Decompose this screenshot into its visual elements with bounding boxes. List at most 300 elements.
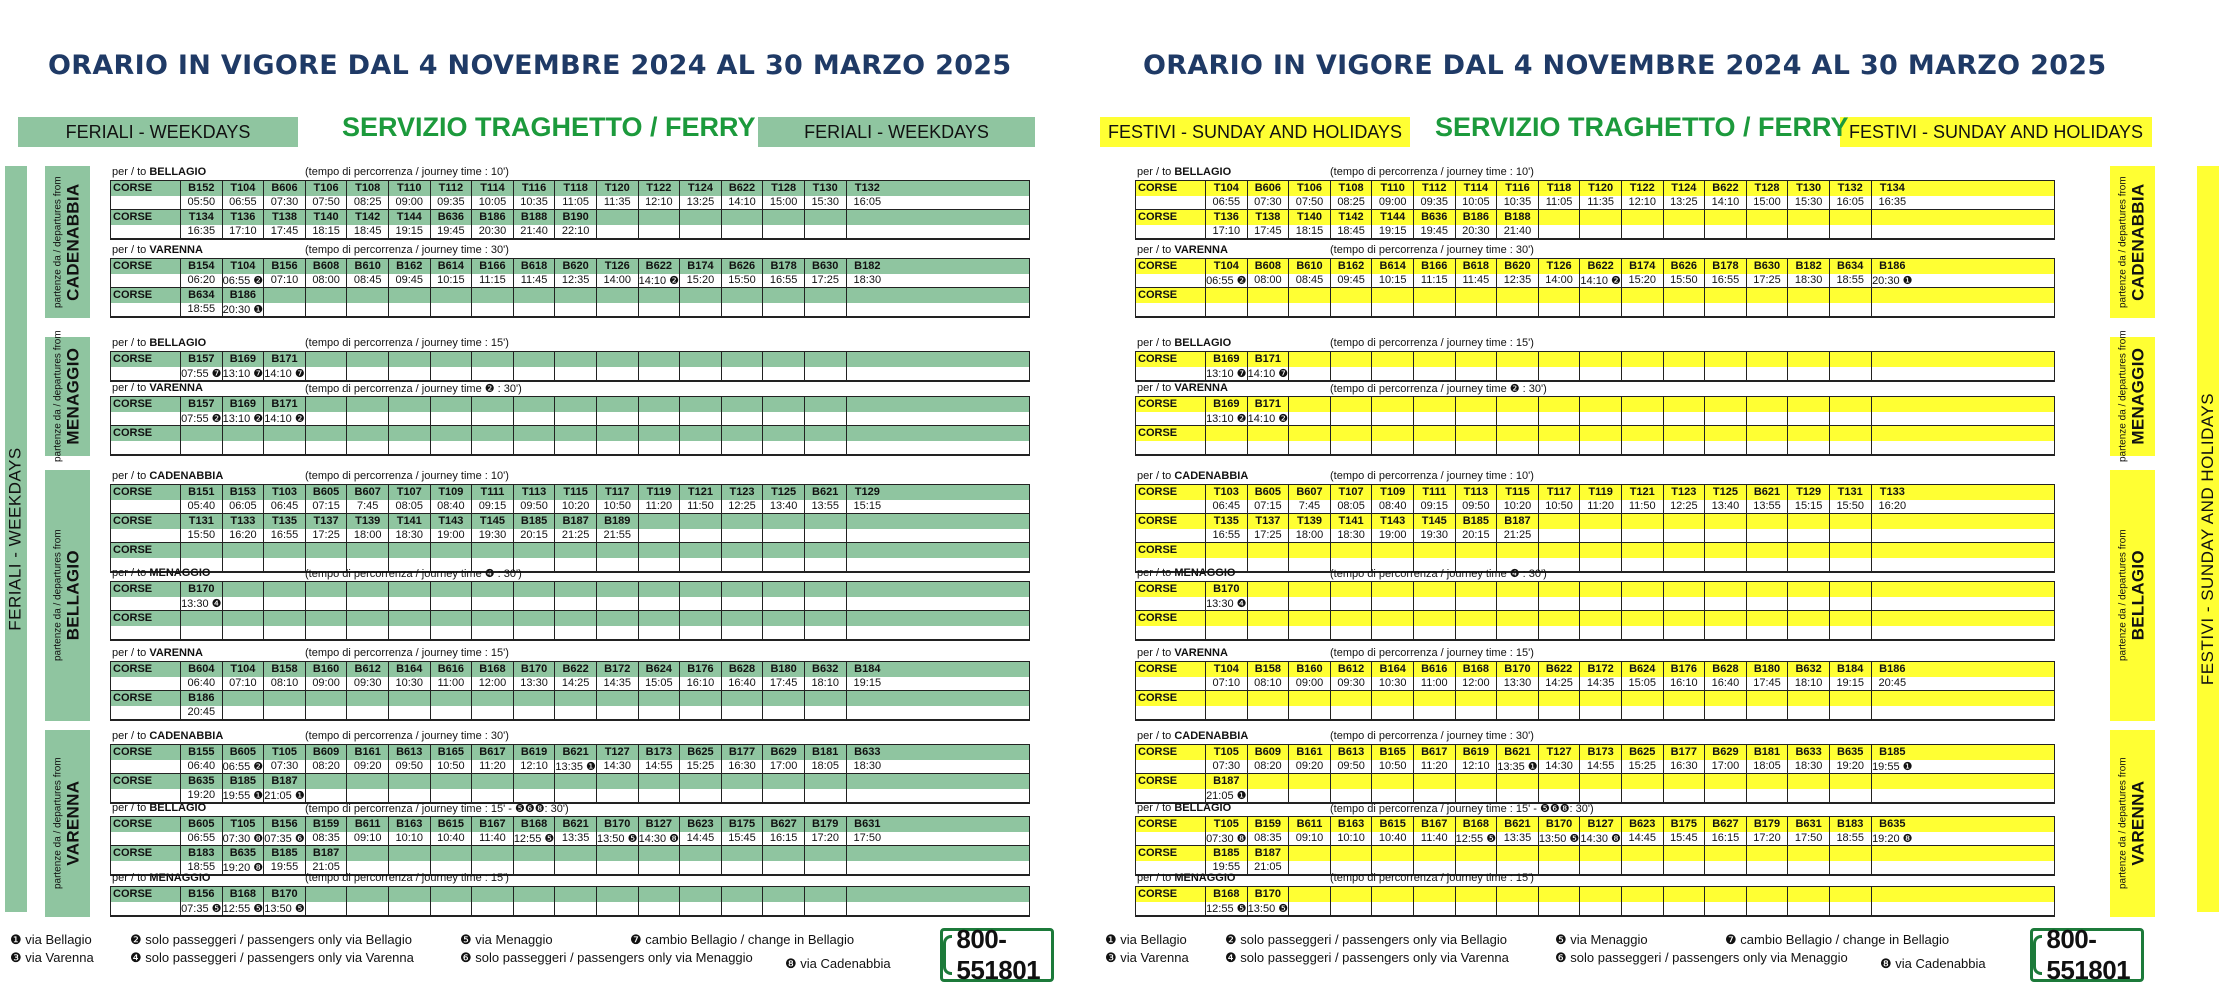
- departure-time-cell: [1331, 902, 1373, 916]
- departure-time-cell: [1331, 706, 1373, 720]
- departure-town-label: [2110, 730, 2155, 917]
- departure-time-cell: [1705, 412, 1747, 426]
- departure-time-cell: 10:30: [389, 677, 431, 691]
- run-code-cell: [389, 774, 431, 789]
- destination-line: [112, 647, 203, 659]
- departure-time-cell: [805, 706, 847, 720]
- run-code-cell: T133: [223, 514, 265, 529]
- run-code-cell: [1539, 611, 1581, 626]
- run-code-cell: [1414, 691, 1456, 706]
- run-code-cell: T106: [1289, 181, 1331, 196]
- per-to-text: per / to: [1137, 730, 1172, 742]
- run-code-cell: T139: [347, 514, 389, 529]
- departure-time-cell: [763, 225, 805, 239]
- departure-time-cell: 08:35: [306, 832, 348, 846]
- departure-time-cell: 06:20: [181, 274, 223, 288]
- timetable-grid: [1135, 581, 2055, 641]
- departure-time-cell: [1580, 789, 1622, 803]
- departure-time-cell: 16:55: [264, 529, 306, 543]
- departure-time-cell: [1830, 303, 1872, 317]
- run-code-cell: [1248, 543, 1290, 558]
- corse-label: CORSE: [1136, 397, 1206, 412]
- run-code-cell: T134: [1879, 182, 1905, 195]
- corse-label: [111, 677, 181, 691]
- run-code-cell: [1539, 774, 1581, 789]
- run-code-cell: [181, 611, 223, 626]
- page-title: ORARIO IN VIGORE DAL 4 NOVEMBRE 2024 AL 30 MARZO 2025: [1143, 50, 2107, 81]
- destination-name: VARENNA: [1174, 244, 1228, 256]
- departure-town: VARENNA: [62, 781, 82, 866]
- run-code-cell: [847, 514, 889, 529]
- destination-line: [1137, 337, 1231, 349]
- departure-time-cell: 18:05: [1747, 760, 1789, 774]
- per-to-text: per / to: [112, 470, 147, 482]
- departure-time-cell: 10:50: [431, 760, 473, 774]
- run-code-cell: T143: [431, 514, 473, 529]
- departure-time-cell: [847, 861, 889, 875]
- run-code-cell: B152: [181, 181, 223, 196]
- departure-time-cell: 15:00: [763, 196, 805, 210]
- run-code-cell: T144: [389, 210, 431, 225]
- departure-time-cell: 12:35: [555, 274, 597, 288]
- table-row: [111, 832, 1029, 847]
- run-code-cell: [1622, 774, 1664, 789]
- run-code-cell: B161: [1289, 745, 1331, 760]
- run-code-cell: T124: [1664, 181, 1706, 196]
- corse-label: [1136, 196, 1206, 210]
- run-code-cell: [347, 774, 389, 789]
- run-code-cell: [347, 352, 389, 367]
- departure-time-cell: [680, 558, 722, 572]
- run-code-cell: B630: [805, 259, 847, 274]
- run-code-cell: [1497, 397, 1539, 412]
- departure-time-cell: [555, 626, 597, 640]
- departure-time-cell: [805, 529, 847, 543]
- run-code-cell: T119: [639, 485, 681, 500]
- run-code-cell: B607: [1289, 485, 1331, 500]
- run-code-cell: B631: [1788, 817, 1830, 832]
- departure-time-cell: 11:50: [1622, 500, 1664, 514]
- departure-time-cell: [847, 706, 889, 720]
- departure-time-cell: [1580, 626, 1622, 640]
- run-code-cell: [722, 543, 764, 558]
- departure-time-cell: [1830, 861, 1872, 875]
- departure-time-cell: [847, 225, 889, 239]
- run-code-cell: [347, 887, 389, 902]
- departure-time-cell: [1747, 597, 1789, 611]
- departure-time-cell: [306, 412, 348, 426]
- departure-time-cell: 10:15: [431, 274, 473, 288]
- departure-time-cell: [597, 558, 639, 572]
- run-code-cell: T132: [1830, 181, 1872, 196]
- run-code-cell: [306, 543, 348, 558]
- departure-time-cell: 08:40: [431, 500, 473, 514]
- table-row: [111, 662, 1029, 677]
- run-code-cell: B174: [680, 259, 722, 274]
- run-code-cell: B168: [472, 662, 514, 677]
- departure-label-inner: [53, 331, 81, 463]
- corse-label: [111, 529, 181, 543]
- legend-symbol: ❼: [630, 932, 646, 947]
- run-code-cell: [472, 352, 514, 367]
- run-code-cell: [1705, 397, 1747, 412]
- run-code-cell: [722, 426, 764, 441]
- legend-item: [1725, 932, 1949, 948]
- departure-time-cell: [1705, 861, 1747, 875]
- departure-time-cell: [680, 597, 722, 611]
- run-code-cell: [1872, 543, 1914, 558]
- departure-time-cell: [1414, 412, 1456, 426]
- departure-time-cell: 08:05: [389, 500, 431, 514]
- timetable-grid: [110, 258, 1030, 318]
- departure-time-cell: 13:30: [1497, 677, 1539, 691]
- run-code-cell: [1788, 543, 1830, 558]
- departure-time-cell: 16:15: [1705, 832, 1747, 846]
- run-code-cell: [1580, 887, 1622, 902]
- table-row: [1136, 367, 2054, 382]
- schedule-type-label: FERIALI - WEEKDAYS: [18, 117, 298, 147]
- run-code-cell: [1372, 887, 1414, 902]
- departure-time-cell: [639, 706, 681, 720]
- run-code-cell: B170: [597, 817, 639, 832]
- departure-time-cell: [1788, 706, 1830, 720]
- run-code-cell: [763, 887, 805, 902]
- legend-symbol: ❸: [1105, 950, 1121, 965]
- table-row: [111, 514, 1029, 529]
- run-code-cell: B165: [1372, 745, 1414, 760]
- run-code-cell: [431, 426, 473, 441]
- run-code-cell: B636: [1414, 210, 1456, 225]
- run-code-cell: T105: [264, 745, 306, 760]
- departure-time-cell: [639, 303, 681, 317]
- table-row: [1136, 397, 2054, 412]
- run-code-cell: [431, 288, 473, 303]
- run-code-cell: [431, 691, 473, 706]
- departure-time-cell: 13:50 ❺: [264, 902, 305, 915]
- destination-line: [112, 166, 206, 178]
- run-code-cell: [680, 582, 722, 597]
- departure-time-cell: [1705, 789, 1747, 803]
- legend-symbol: ❸: [10, 950, 26, 965]
- run-code-cell: [680, 397, 722, 412]
- run-code-cell: B153: [223, 485, 265, 500]
- departure-time-cell: [555, 789, 597, 803]
- departure-time-cell: 10:50: [1539, 500, 1581, 514]
- run-code-cell: [1580, 774, 1622, 789]
- departure-time-cell: 15:45: [1664, 832, 1706, 846]
- departure-town-label: [45, 470, 90, 721]
- run-code-cell: [763, 426, 805, 441]
- table-row: [1136, 529, 2054, 544]
- departure-time-cell: [639, 902, 681, 916]
- timetable-grid: [110, 484, 1030, 573]
- departure-time-cell: [847, 412, 889, 426]
- departure-time-cell: 08:25: [347, 196, 389, 210]
- departure-time-cell: 08:05: [1331, 500, 1373, 514]
- run-code-cell: T140: [1289, 210, 1331, 225]
- run-code-cell: [306, 887, 348, 902]
- run-code-cell: B185: [1206, 846, 1248, 861]
- departure-time-cell: [1580, 558, 1622, 572]
- run-code-cell: [1580, 288, 1622, 303]
- departure-time-cell: 14:00: [597, 274, 639, 288]
- departure-time-cell: 13:30 ❹: [181, 597, 222, 610]
- departure-time-cell: [1456, 902, 1498, 916]
- departure-time-cell: [722, 597, 764, 611]
- run-code-cell: B172: [597, 662, 639, 677]
- corse-label: CORSE: [1136, 485, 1206, 500]
- run-code-cell: [639, 691, 681, 706]
- run-code-cell: [514, 582, 556, 597]
- run-code-cell: [223, 611, 265, 626]
- table-row: [111, 846, 1029, 861]
- departure-time-cell: [1539, 789, 1581, 803]
- run-code-cell: T104: [223, 181, 265, 196]
- departure-time-cell: [347, 597, 389, 611]
- run-code-cell: T104: [223, 259, 265, 274]
- departure-time-cell: 15:50: [1664, 274, 1706, 288]
- run-code-cell: T145: [1414, 514, 1456, 529]
- departure-time-cell: [1289, 441, 1331, 455]
- departure-time-cell: 14:25: [555, 677, 597, 691]
- departure-time-cell: [1830, 225, 1872, 239]
- departure-town-label: [2110, 330, 2155, 463]
- run-code-cell: [514, 352, 556, 367]
- run-code-cell: B621: [1497, 745, 1539, 760]
- corse-label: [1136, 225, 1206, 239]
- journey-time: (tempo di percorrenza / journey time : 15'): [305, 647, 509, 659]
- departure-time-cell: [431, 367, 473, 381]
- run-code-cell: T131: [1830, 485, 1872, 500]
- corse-label: CORSE: [1136, 210, 1206, 225]
- corse-label: CORSE: [1136, 352, 1206, 367]
- departure-town: CADENABBIA: [2127, 183, 2147, 301]
- table-row: [111, 210, 1029, 225]
- departure-time-cell: [347, 367, 389, 381]
- run-code-cell: B632: [1788, 662, 1830, 677]
- run-code-cell: B170: [1206, 582, 1248, 597]
- run-code-cell: B179: [805, 817, 847, 832]
- run-code-cell: [555, 543, 597, 558]
- run-code-cell: [1497, 543, 1539, 558]
- run-code-cell: T108: [1331, 181, 1373, 196]
- departure-time-cell: [347, 902, 389, 916]
- departure-time-cell: [1664, 706, 1706, 720]
- corse-label: CORSE: [111, 691, 181, 706]
- destination-line: [1137, 382, 1228, 394]
- run-code-cell: B168: [223, 887, 265, 902]
- table-row: [1136, 500, 2054, 515]
- run-code-cell: B628: [722, 662, 764, 677]
- run-code-cell: [1705, 543, 1747, 558]
- run-code-cell: [639, 611, 681, 626]
- departure-time-cell: 16:05: [1830, 196, 1872, 210]
- destination-line: [1137, 470, 1248, 482]
- departure-time-cell: [763, 597, 805, 611]
- run-code-cell: [1456, 426, 1498, 441]
- run-code-cell: [555, 887, 597, 902]
- run-code-cell: B187: [555, 514, 597, 529]
- departure-time-cell: 14:45: [1622, 832, 1664, 846]
- run-code-cell: [680, 426, 722, 441]
- run-code-cell: [555, 774, 597, 789]
- corse-label: [111, 367, 181, 381]
- run-code-cell: B186: [181, 691, 223, 706]
- ferry-service-title: SERVIZIO TRAGHETTO / FERRY: [342, 112, 756, 142]
- table-row: [1136, 691, 2054, 706]
- departure-town: MENAGGIO: [62, 348, 82, 445]
- run-code-cell: [805, 543, 847, 558]
- corse-label: CORSE: [1136, 514, 1206, 529]
- departure-time-cell: [306, 367, 348, 381]
- table-row: [111, 485, 1029, 500]
- departure-time-cell: [1456, 597, 1498, 611]
- departure-time-cell: 17:10: [223, 225, 265, 239]
- run-code-cell: B631: [854, 818, 881, 831]
- departure-time-cell: 07:50: [306, 196, 348, 210]
- run-code-cell: [1830, 288, 1872, 303]
- legend-item: [10, 950, 94, 966]
- legend-text: via Menaggio: [475, 932, 553, 947]
- corse-label: [111, 500, 181, 514]
- departure-time-cell: [1747, 441, 1789, 455]
- departure-time-cell: 07:10: [1206, 677, 1248, 691]
- run-code-cell: [639, 352, 681, 367]
- per-to-text: per / to: [112, 337, 147, 349]
- run-code-cell: [1747, 352, 1789, 367]
- corse-label: [1136, 789, 1206, 803]
- run-code-cell: [1872, 582, 1914, 597]
- departure-time-cell: 09:30: [347, 677, 389, 691]
- departure-time-cell: [1747, 902, 1789, 916]
- departure-time-cell: [1539, 441, 1581, 455]
- departure-time-cell: [680, 367, 722, 381]
- run-code-cell: T110: [1372, 181, 1414, 196]
- table-row: [1136, 817, 2054, 832]
- run-code-cell: [1705, 514, 1747, 529]
- run-code-cell: B609: [306, 745, 348, 760]
- departure-time-cell: [805, 367, 847, 381]
- run-code-cell: B165: [431, 745, 473, 760]
- departure-time-cell: [1497, 626, 1539, 640]
- run-code-cell: [1664, 582, 1706, 597]
- run-code-cell: [722, 846, 764, 861]
- departure-time-cell: [847, 303, 889, 317]
- departure-time-cell: 18:00: [347, 529, 389, 543]
- run-code-cell: [306, 288, 348, 303]
- departure-time-cell: 20:30 ❶: [1872, 274, 1913, 287]
- run-code-cell: [639, 288, 681, 303]
- departure-time-cell: [1497, 303, 1539, 317]
- run-code-cell: [1414, 426, 1456, 441]
- run-code-cell: B636: [431, 210, 473, 225]
- run-code-cell: B605: [1248, 485, 1290, 500]
- table-row: [111, 745, 1029, 760]
- departure-label-inner: [2118, 530, 2146, 662]
- departure-time-cell: 19:15: [1830, 677, 1872, 691]
- departure-time-cell: 18:55: [1830, 274, 1872, 288]
- departure-time-cell: [472, 412, 514, 426]
- table-row: [1136, 887, 2054, 902]
- corse-label: [111, 760, 181, 774]
- run-code-cell: [805, 397, 847, 412]
- departure-time-cell: [1622, 441, 1664, 455]
- departure-time-cell: 16:30: [722, 760, 764, 774]
- run-code-cell: [639, 426, 681, 441]
- run-code-cell: [1830, 691, 1872, 706]
- run-code-cell: [722, 691, 764, 706]
- corse-label: CORSE: [111, 259, 181, 274]
- run-code-cell: T118: [555, 181, 597, 196]
- departure-time-cell: 20:30: [1456, 225, 1498, 239]
- run-code-cell: [763, 582, 805, 597]
- run-code-cell: [1872, 887, 1914, 902]
- departure-time-cell: 17:45: [1747, 677, 1789, 691]
- corse-label: CORSE: [1136, 846, 1206, 861]
- run-code-cell: B161: [347, 745, 389, 760]
- departure-time-cell: 10:35: [514, 196, 556, 210]
- corse-label: [111, 303, 181, 317]
- timetable-grid: [110, 396, 1030, 456]
- run-code-cell: [1747, 288, 1789, 303]
- departure-time-cell: [389, 902, 431, 916]
- run-code-cell: [805, 774, 847, 789]
- run-code-cell: [1830, 611, 1872, 626]
- departure-time-cell: [1622, 626, 1664, 640]
- legend-symbol: ❹: [130, 950, 146, 965]
- departure-time-cell: [431, 789, 473, 803]
- departure-time-cell: 16:10: [680, 677, 722, 691]
- departure-time-cell: [1830, 597, 1872, 611]
- run-code-cell: B177: [1664, 745, 1706, 760]
- run-code-cell: T128: [763, 181, 805, 196]
- departure-time-cell: 09:50: [389, 760, 431, 774]
- legend-text: cambio Bellagio / change in Bellagio: [1740, 932, 1950, 947]
- departure-time-cell: [1289, 412, 1331, 426]
- departure-time-cell: 10:05: [1456, 196, 1498, 210]
- run-code-cell: B635: [1830, 745, 1872, 760]
- corse-label: CORSE: [111, 210, 181, 225]
- departure-time-cell: 18:55: [181, 303, 223, 317]
- departure-time-cell: [1456, 303, 1498, 317]
- departure-time-cell: 19:00: [1372, 529, 1414, 543]
- run-code-cell: B621: [555, 745, 597, 760]
- run-code-cell: T105: [223, 817, 265, 832]
- departure-time-cell: [1248, 303, 1290, 317]
- page-title: ORARIO IN VIGORE DAL 4 NOVEMBRE 2024 AL 30 MARZO 2025: [48, 50, 1012, 81]
- departure-time-cell: [1872, 529, 1914, 543]
- run-code-cell: B155: [181, 745, 223, 760]
- departure-time-cell: 22:10: [555, 225, 597, 239]
- departure-time-cell: [1289, 789, 1331, 803]
- departure-time-cell: [763, 902, 805, 916]
- per-to-text: per / to: [112, 166, 147, 178]
- run-code-cell: B185: [223, 774, 265, 789]
- run-code-cell: B185: [1879, 746, 1906, 759]
- run-code-cell: [1497, 774, 1539, 789]
- run-code-cell: [763, 352, 805, 367]
- departure-time-cell: 09:50: [1456, 500, 1498, 514]
- departure-time-cell: [223, 597, 265, 611]
- departure-time-cell: 7:45: [347, 500, 389, 514]
- departure-time-cell: [306, 303, 348, 317]
- run-code-cell: [1206, 611, 1248, 626]
- run-code-cell: [472, 611, 514, 626]
- run-code-cell: [1414, 846, 1456, 861]
- run-code-cell: T118: [1539, 181, 1581, 196]
- run-code-cell: [1580, 611, 1622, 626]
- run-code-cell: [1664, 846, 1706, 861]
